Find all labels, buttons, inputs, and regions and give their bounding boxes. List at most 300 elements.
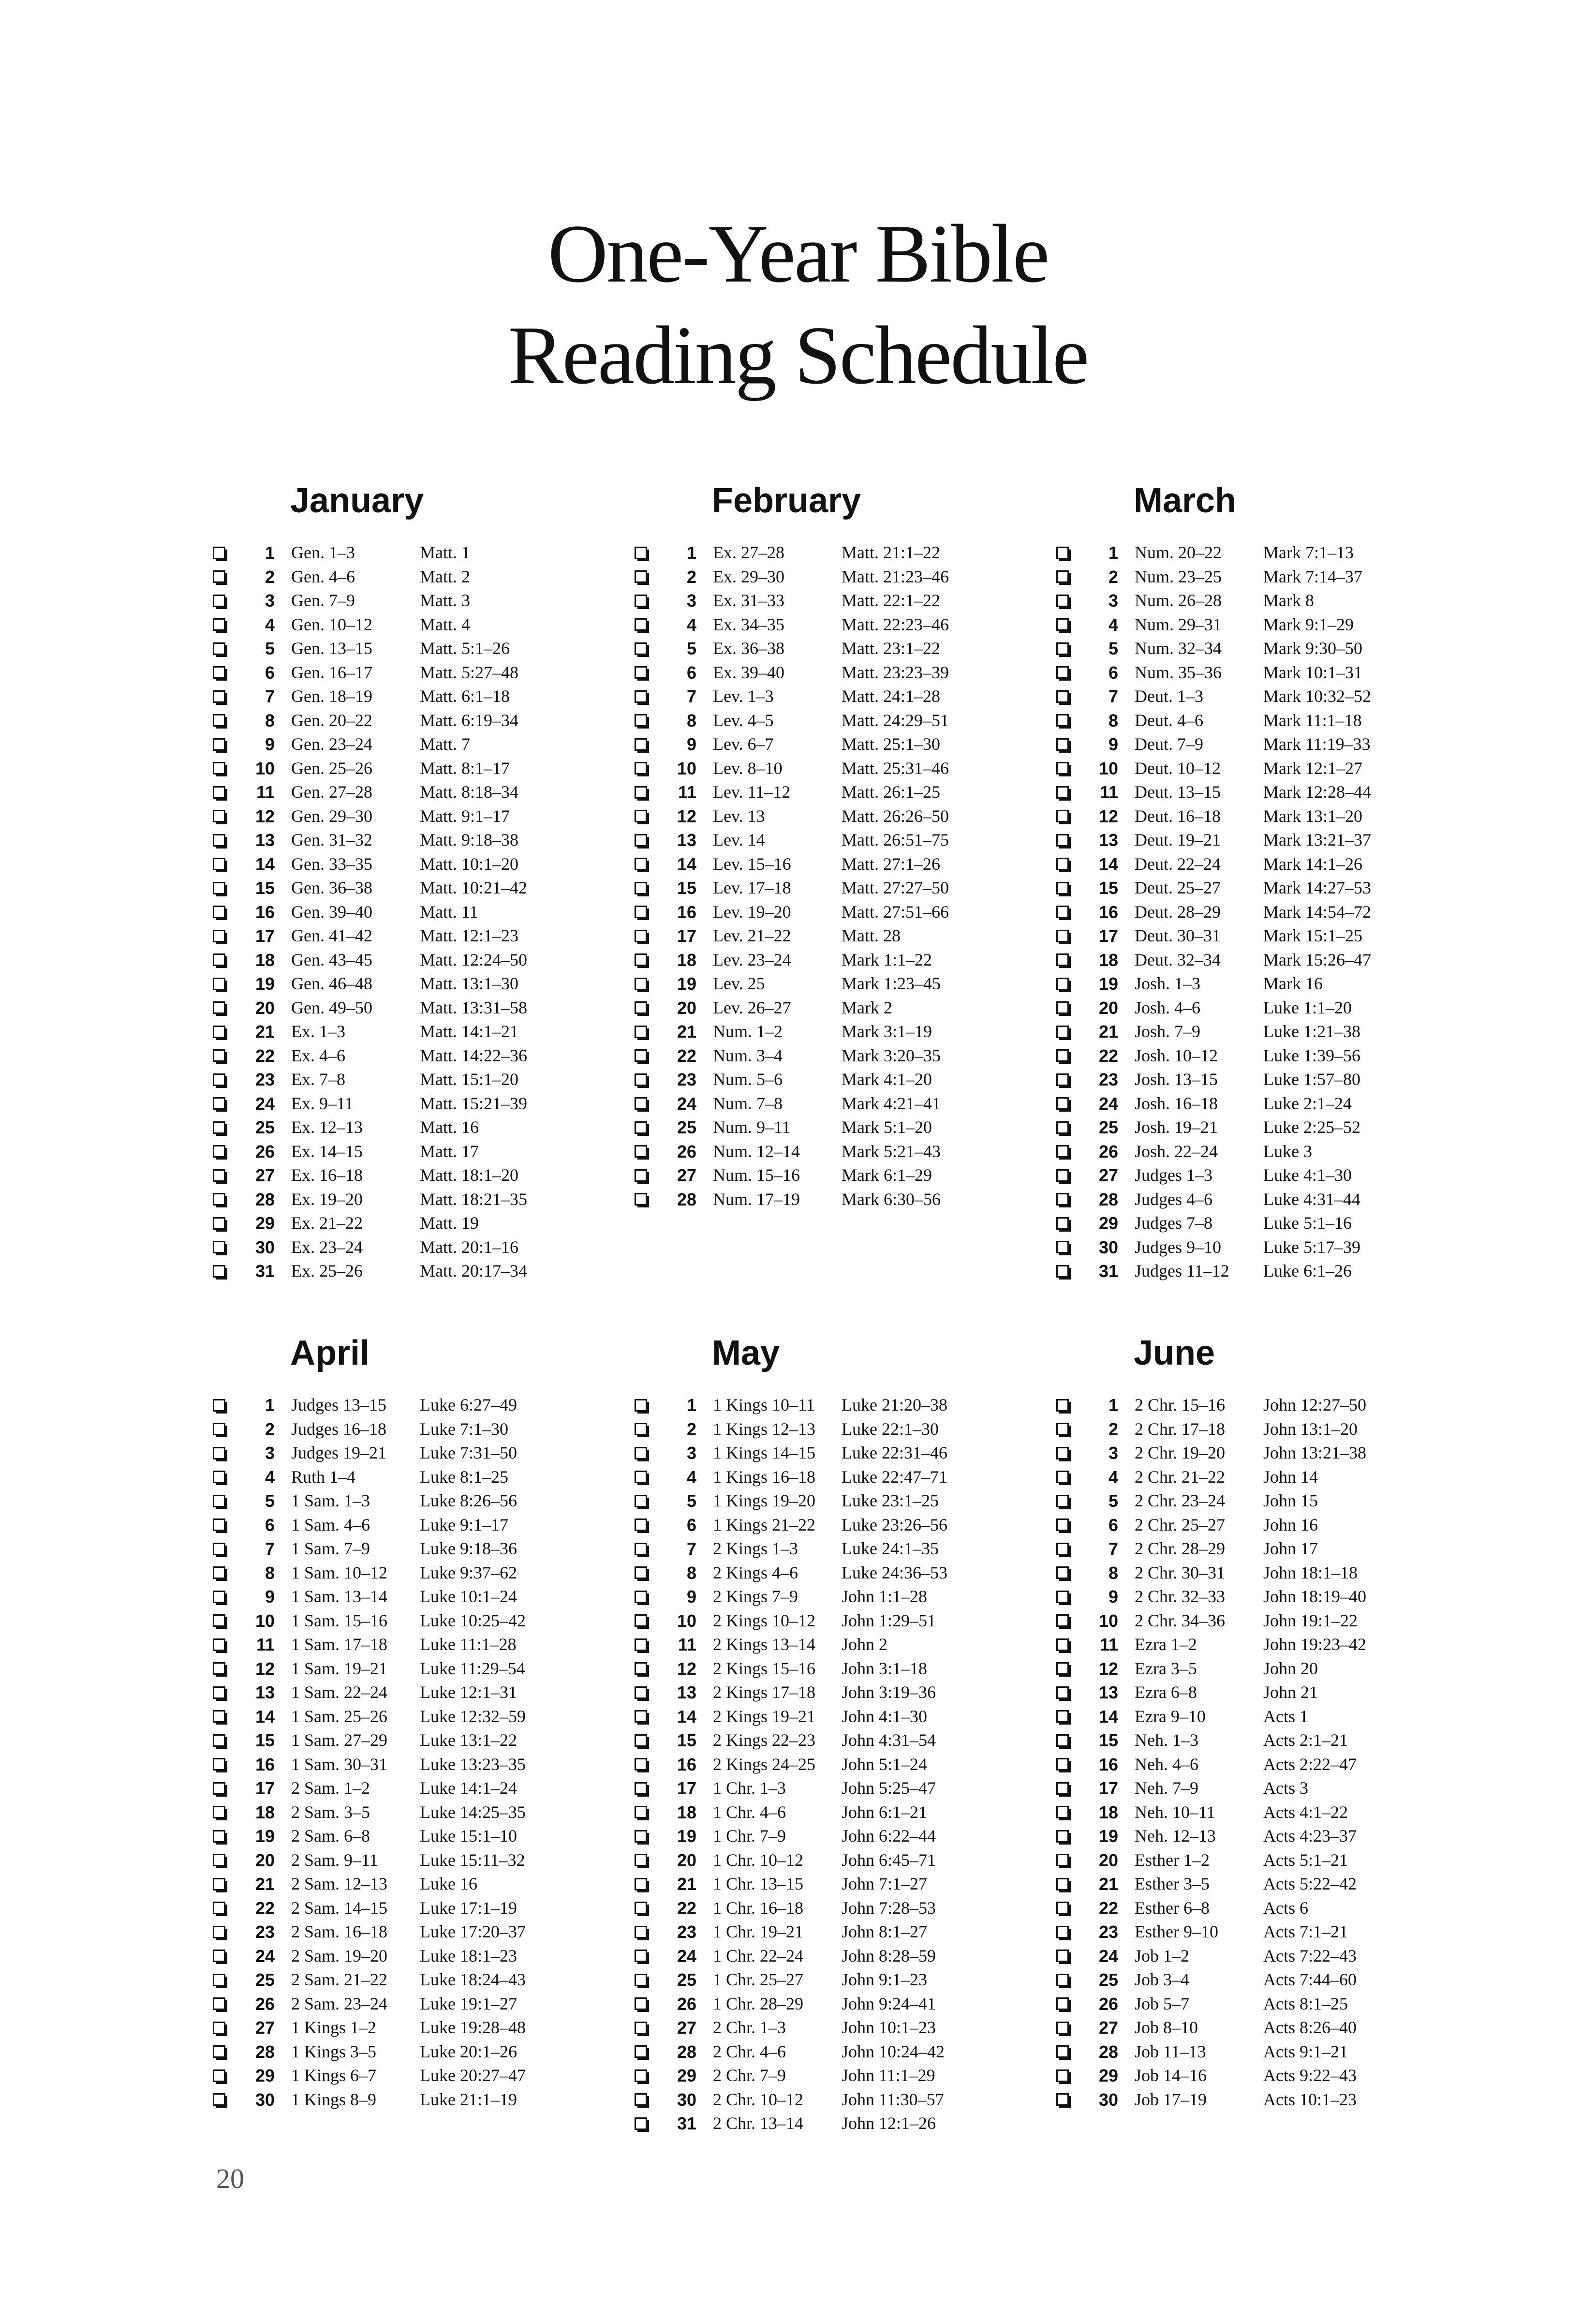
checkbox-icon[interactable] <box>213 1518 225 1531</box>
checkbox-icon[interactable] <box>1056 1026 1069 1038</box>
day-number: 10 <box>677 1610 696 1631</box>
checkbox-icon[interactable] <box>635 1902 647 1914</box>
checkbox-icon[interactable] <box>1056 1217 1069 1230</box>
checkbox-icon[interactable] <box>635 690 647 703</box>
month-march <box>1056 479 1453 1283</box>
day-number: 8 <box>1108 710 1118 730</box>
old-testament-reading: Ex. 4–6 <box>291 1045 345 1065</box>
checkbox-icon[interactable] <box>635 547 647 559</box>
checkbox-icon[interactable] <box>1056 738 1069 751</box>
checkbox-icon[interactable] <box>213 1145 225 1158</box>
checkbox-icon[interactable] <box>1056 1495 1069 1507</box>
day-number: 19 <box>1098 974 1118 994</box>
old-testament-reading: Num. 12–14 <box>713 1141 800 1161</box>
checkbox-icon[interactable] <box>635 1518 647 1531</box>
checkbox-icon[interactable] <box>213 1997 225 2010</box>
old-testament-reading: Lev. 11–12 <box>713 782 791 802</box>
checkbox-icon[interactable] <box>635 1830 647 1843</box>
checkbox-icon[interactable] <box>635 953 647 966</box>
reading-row <box>213 1705 609 1729</box>
old-testament-reading: 1 Sam. 30–31 <box>291 1754 388 1774</box>
checkbox-icon[interactable] <box>635 1169 647 1182</box>
checkbox-icon[interactable] <box>1056 570 1069 583</box>
checkbox-icon[interactable] <box>213 1830 225 1843</box>
old-testament-reading: 1 Kings 16–18 <box>713 1467 816 1487</box>
day-number: 28 <box>1098 2041 1118 2062</box>
reading-row <box>635 1609 1031 1633</box>
checkbox-icon[interactable] <box>1056 595 1069 607</box>
day-number: 13 <box>677 830 696 850</box>
day-number: 11 <box>256 782 275 802</box>
checkbox-icon[interactable] <box>213 1878 225 1890</box>
checkbox-icon[interactable] <box>213 1543 225 1555</box>
checkbox-icon[interactable] <box>635 978 647 990</box>
day-number: 30 <box>1098 2089 1118 2110</box>
reading-row <box>213 1896 609 1920</box>
checkbox-icon[interactable] <box>635 2045 647 2058</box>
checkbox-icon[interactable] <box>635 1121 647 1134</box>
checkbox-icon[interactable] <box>213 547 225 559</box>
checkbox-icon[interactable] <box>213 1241 225 1253</box>
day-number: 27 <box>1098 2018 1118 2038</box>
old-testament-reading: Lev. 13 <box>713 806 765 826</box>
checkbox-icon[interactable] <box>635 1073 647 1086</box>
checkbox-icon[interactable] <box>1056 978 1069 990</box>
day-number: 1 <box>265 543 275 563</box>
checkbox-icon[interactable] <box>213 1265 225 1278</box>
reading-row <box>1056 565 1453 589</box>
new-testament-reading: Luke 9:37–62 <box>420 1563 517 1582</box>
new-testament-reading: Mark 4:21–41 <box>842 1093 941 1113</box>
checkbox-icon[interactable] <box>635 1662 647 1675</box>
checkbox-icon[interactable] <box>1056 1758 1069 1771</box>
reading-row <box>1056 661 1453 685</box>
checkbox-icon[interactable] <box>635 786 647 799</box>
checkbox-icon[interactable] <box>635 1049 647 1062</box>
reading-row <box>1056 637 1453 661</box>
checkbox-icon[interactable] <box>213 1471 225 1483</box>
checkbox-icon[interactable] <box>1056 1193 1069 1206</box>
checkbox-icon[interactable] <box>1056 666 1069 679</box>
checkbox-icon[interactable] <box>213 1001 225 1014</box>
old-testament-reading: 2 Kings 13–14 <box>713 1635 816 1654</box>
checkbox-icon[interactable] <box>1056 930 1069 942</box>
old-testament-reading: 1 Sam. 27–29 <box>291 1730 388 1750</box>
checkbox-icon[interactable] <box>635 570 647 583</box>
new-testament-reading: Luke 12:32–59 <box>420 1706 526 1726</box>
day-number: 3 <box>265 1443 275 1463</box>
new-testament-reading: Mark 14:27–53 <box>1263 878 1371 897</box>
checkbox-icon[interactable] <box>1056 642 1069 655</box>
reading-row <box>1056 1561 1453 1585</box>
checkbox-icon[interactable] <box>1056 1638 1069 1651</box>
checkbox-icon[interactable] <box>635 882 647 894</box>
old-testament-reading: Ex. 21–22 <box>291 1213 363 1233</box>
old-testament-reading: Gen. 33–35 <box>291 854 372 874</box>
checkbox-icon[interactable] <box>1056 1997 1069 2010</box>
checkbox-icon[interactable] <box>1056 1782 1069 1795</box>
checkbox-icon[interactable] <box>213 1566 225 1579</box>
checkbox-icon[interactable] <box>635 1997 647 2010</box>
checkbox-icon[interactable] <box>213 882 225 894</box>
checkbox-icon[interactable] <box>635 1926 647 1938</box>
new-testament-reading: John 1:1–28 <box>842 1587 928 1606</box>
reading-row <box>1056 828 1453 852</box>
new-testament-reading: Mark 5:1–20 <box>842 1117 932 1137</box>
checkbox-icon[interactable] <box>1056 1145 1069 1158</box>
day-number: 14 <box>677 1706 696 1727</box>
checkbox-icon[interactable] <box>1056 906 1069 918</box>
checkbox-icon[interactable] <box>1056 882 1069 894</box>
checkbox-icon[interactable] <box>635 1566 647 1579</box>
checkbox-icon[interactable] <box>213 1049 225 1062</box>
reading-row <box>213 1188 609 1212</box>
checkbox-icon[interactable] <box>635 1686 647 1699</box>
new-testament-reading: Matt. 24:1–28 <box>842 686 940 706</box>
day-number: 8 <box>1108 1563 1118 1583</box>
checkbox-icon[interactable] <box>1056 1854 1069 1866</box>
checkbox-icon[interactable] <box>213 1758 225 1771</box>
old-testament-reading: 1 Sam. 15–16 <box>291 1610 388 1630</box>
checkbox-icon[interactable] <box>213 1950 225 1962</box>
old-testament-reading: Judges 13–15 <box>291 1395 386 1414</box>
new-testament-reading: Matt. 6:1–18 <box>420 686 510 706</box>
checkbox-icon[interactable] <box>1056 1566 1069 1579</box>
checkbox-icon[interactable] <box>1056 1902 1069 1914</box>
new-testament-reading: John 17 <box>1263 1539 1318 1558</box>
reading-row <box>1056 1417 1453 1442</box>
new-testament-reading: John 11:30–57 <box>842 2089 944 2109</box>
new-testament-reading: Matt. 2 <box>420 566 470 586</box>
checkbox-icon[interactable] <box>1056 1265 1069 1278</box>
checkbox-icon[interactable] <box>213 714 225 727</box>
checkbox-icon[interactable] <box>1056 547 1069 559</box>
checkbox-icon[interactable] <box>213 1073 225 1086</box>
day-number: 24 <box>677 1946 696 1966</box>
old-testament-reading: Gen. 43–45 <box>291 950 372 969</box>
checkbox-icon[interactable] <box>635 2069 647 2082</box>
checkbox-icon[interactable] <box>1056 858 1069 870</box>
day-number: 31 <box>1098 1261 1118 1281</box>
day-number: 5 <box>686 1491 696 1511</box>
checkbox-icon[interactable] <box>213 1169 225 1182</box>
checkbox-icon[interactable] <box>213 2022 225 2034</box>
checkbox-icon[interactable] <box>213 1121 225 1134</box>
checkbox-icon[interactable] <box>635 810 647 822</box>
old-testament-reading: Deut. 30–31 <box>1135 926 1221 945</box>
checkbox-icon[interactable] <box>1056 1662 1069 1675</box>
checkbox-icon[interactable] <box>213 1193 225 1206</box>
old-testament-reading: Esther 1–2 <box>1135 1850 1210 1870</box>
new-testament-reading: Luke 21:1–19 <box>420 2089 517 2109</box>
reading-row <box>635 685 1031 709</box>
day-number: 27 <box>1098 1165 1118 1185</box>
old-testament-reading: Lev. 8–10 <box>713 758 783 778</box>
checkbox-icon[interactable] <box>213 906 225 918</box>
checkbox-icon[interactable] <box>635 1193 647 1206</box>
checkbox-icon[interactable] <box>1056 1830 1069 1843</box>
checkbox-icon[interactable] <box>635 1399 647 1412</box>
checkbox-icon[interactable] <box>635 1974 647 1986</box>
new-testament-reading: Mark 9:30–50 <box>1263 639 1362 658</box>
old-testament-reading: 1 Kings 10–11 <box>713 1395 815 1414</box>
checkbox-icon[interactable] <box>213 978 225 990</box>
day-number: 16 <box>1098 1754 1118 1774</box>
checkbox-icon[interactable] <box>635 1854 647 1866</box>
checkbox-icon[interactable] <box>1056 1686 1069 1699</box>
checkbox-icon[interactable] <box>213 642 225 655</box>
new-testament-reading: Luke 10:25–42 <box>420 1610 526 1630</box>
checkbox-icon[interactable] <box>635 1591 647 1603</box>
checkbox-icon[interactable] <box>213 690 225 703</box>
checkbox-icon[interactable] <box>635 1782 647 1795</box>
day-number: 6 <box>1108 662 1118 683</box>
checkbox-icon[interactable] <box>1056 1423 1069 1435</box>
checkbox-icon[interactable] <box>1056 1447 1069 1459</box>
checkbox-icon[interactable] <box>1056 786 1069 799</box>
checkbox-icon[interactable] <box>213 1217 225 1230</box>
checkbox-icon[interactable] <box>1056 1614 1069 1627</box>
checkbox-icon[interactable] <box>213 810 225 822</box>
old-testament-reading: Num. 20–22 <box>1135 543 1222 562</box>
checkbox-icon[interactable] <box>1056 1591 1069 1603</box>
day-number: 30 <box>677 2089 696 2110</box>
checkbox-icon[interactable] <box>1056 1710 1069 1723</box>
checkbox-icon[interactable] <box>635 1495 647 1507</box>
checkbox-icon[interactable] <box>213 618 225 631</box>
new-testament-reading: Mark 4:1–20 <box>842 1070 932 1089</box>
checkbox-icon[interactable] <box>1056 1518 1069 1531</box>
old-testament-reading: 1 Chr. 22–24 <box>713 1946 804 1965</box>
checkbox-icon[interactable] <box>635 1710 647 1723</box>
checkbox-icon[interactable] <box>635 1878 647 1890</box>
checkbox-icon[interactable] <box>1056 1734 1069 1747</box>
day-number: 25 <box>677 1970 696 1990</box>
reading-row <box>213 637 609 661</box>
checkbox-icon[interactable] <box>213 1686 225 1699</box>
new-testament-reading: Matt. 16 <box>420 1117 479 1137</box>
checkbox-icon[interactable] <box>213 1782 225 1795</box>
checkbox-icon[interactable] <box>213 666 225 679</box>
day-number: 14 <box>1098 1706 1118 1727</box>
checkbox-icon[interactable] <box>1056 953 1069 966</box>
checkbox-icon[interactable] <box>635 2117 647 2130</box>
reading-row <box>635 1116 1031 1140</box>
checkbox-icon[interactable] <box>635 1806 647 1818</box>
checkbox-icon[interactable] <box>635 1950 647 1962</box>
old-testament-reading: 1 Sam. 13–14 <box>291 1587 388 1606</box>
old-testament-reading: Lev. 1–3 <box>713 686 774 706</box>
checkbox-icon[interactable] <box>213 1447 225 1459</box>
checkbox-icon[interactable] <box>213 1902 225 1914</box>
reading-row <box>635 1848 1031 1873</box>
checkbox-icon[interactable] <box>635 1001 647 1014</box>
checkbox-icon[interactable] <box>213 1614 225 1627</box>
old-testament-reading: Josh. 22–24 <box>1135 1141 1218 1161</box>
checkbox-icon[interactable] <box>1056 714 1069 727</box>
day-number: 15 <box>1098 878 1118 898</box>
checkbox-icon[interactable] <box>635 1097 647 1110</box>
checkbox-icon[interactable] <box>635 1026 647 1038</box>
checkbox-icon[interactable] <box>213 595 225 607</box>
old-testament-reading: 2 Kings 7–9 <box>713 1587 798 1606</box>
checkbox-icon[interactable] <box>635 1734 647 1747</box>
new-testament-reading: Luke 24:36–53 <box>842 1563 947 1582</box>
checkbox-icon[interactable] <box>635 1638 647 1651</box>
checkbox-icon[interactable] <box>213 2093 225 2106</box>
checkbox-icon[interactable] <box>213 1495 225 1507</box>
checkbox-icon[interactable] <box>635 642 647 655</box>
day-number: 12 <box>255 1658 275 1679</box>
reading-row <box>1056 1441 1453 1465</box>
old-testament-reading: Ruth 1–4 <box>291 1467 356 1487</box>
reading-row <box>1056 1044 1453 1068</box>
checkbox-icon[interactable] <box>213 834 225 847</box>
checkbox-icon[interactable] <box>1056 1974 1069 1986</box>
day-number: 11 <box>678 782 696 802</box>
checkbox-icon[interactable] <box>213 1097 225 1110</box>
old-testament-reading: 2 Kings 19–21 <box>713 1706 816 1726</box>
checkbox-icon[interactable] <box>213 858 225 870</box>
new-testament-reading: Matt. 21:1–22 <box>842 543 940 562</box>
month-february <box>635 479 1031 1211</box>
month-january <box>213 479 609 1283</box>
checkbox-icon[interactable] <box>635 930 647 942</box>
checkbox-icon[interactable] <box>635 2022 647 2034</box>
checkbox-icon[interactable] <box>1056 1241 1069 1253</box>
new-testament-reading: John 18:1–18 <box>1263 1563 1358 1582</box>
reading-row <box>635 1417 1031 1442</box>
checkbox-icon[interactable] <box>1056 1399 1069 1412</box>
old-testament-reading: Gen. 13–15 <box>291 639 372 658</box>
reading-row <box>213 1920 609 1944</box>
new-testament-reading: Acts 2:22–47 <box>1263 1754 1357 1774</box>
checkbox-icon[interactable] <box>1056 2093 1069 2106</box>
old-testament-reading: Gen. 1–3 <box>291 543 355 562</box>
day-number: 5 <box>686 639 696 658</box>
checkbox-icon[interactable] <box>635 738 647 751</box>
checkbox-icon[interactable] <box>1056 1878 1069 1890</box>
new-testament-reading: Luke 15:1–10 <box>420 1826 517 1846</box>
reading-row <box>213 2040 609 2064</box>
checkbox-icon[interactable] <box>213 1974 225 1986</box>
old-testament-reading: Num. 29–31 <box>1135 614 1222 634</box>
checkbox-icon[interactable] <box>213 1423 225 1435</box>
checkbox-icon[interactable] <box>1056 762 1069 774</box>
checkbox-icon[interactable] <box>213 1854 225 1866</box>
checkbox-icon[interactable] <box>1056 1001 1069 1014</box>
page-number: 20 <box>216 2163 244 2194</box>
checkbox-icon[interactable] <box>213 738 225 751</box>
checkbox-icon[interactable] <box>635 1423 647 1435</box>
checkbox-icon[interactable] <box>1056 2045 1069 2058</box>
new-testament-reading: Matt. 25:31–46 <box>842 758 949 778</box>
checkbox-icon[interactable] <box>1056 1073 1069 1086</box>
checkbox-icon[interactable] <box>635 1543 647 1555</box>
day-number: 27 <box>255 2018 275 2038</box>
old-testament-reading: Ex. 36–38 <box>713 639 784 658</box>
old-testament-reading: Job 17–19 <box>1135 2089 1207 2109</box>
checkbox-icon[interactable] <box>1056 1926 1069 1938</box>
checkbox-icon[interactable] <box>213 2045 225 2058</box>
checkbox-icon[interactable] <box>213 1926 225 1938</box>
checkbox-icon[interactable] <box>213 1591 225 1603</box>
day-number: 20 <box>677 997 696 1018</box>
checkbox-icon[interactable] <box>1056 1121 1069 1134</box>
checkbox-icon[interactable] <box>213 1806 225 1818</box>
day-number: 30 <box>1098 1237 1118 1257</box>
checkbox-icon[interactable] <box>1056 1543 1069 1555</box>
checkbox-icon[interactable] <box>1056 690 1069 703</box>
checkbox-icon[interactable] <box>635 618 647 631</box>
day-number: 12 <box>677 1658 696 1679</box>
checkbox-icon[interactable] <box>635 1447 647 1459</box>
checkbox-icon[interactable] <box>1056 1169 1069 1182</box>
checkbox-icon[interactable] <box>635 834 647 847</box>
new-testament-reading: John 3:1–18 <box>842 1658 928 1678</box>
reading-row <box>213 661 609 685</box>
reading-row <box>635 757 1031 781</box>
checkbox-icon[interactable] <box>635 1471 647 1483</box>
checkbox-icon[interactable] <box>635 762 647 774</box>
checkbox-icon[interactable] <box>1056 834 1069 847</box>
checkbox-icon[interactable] <box>213 1710 225 1723</box>
checkbox-icon[interactable] <box>1056 2022 1069 2034</box>
checkbox-icon[interactable] <box>1056 810 1069 822</box>
checkbox-icon[interactable] <box>213 570 225 583</box>
checkbox-icon[interactable] <box>635 595 647 607</box>
checkbox-icon[interactable] <box>635 1758 647 1771</box>
checkbox-icon[interactable] <box>635 714 647 727</box>
new-testament-reading: Acts 8:1–25 <box>1263 1994 1348 2013</box>
new-testament-reading: Luke 9:18–36 <box>420 1539 517 1558</box>
day-number: 13 <box>1098 1682 1118 1702</box>
checkbox-icon[interactable] <box>213 1638 225 1651</box>
checkbox-icon[interactable] <box>1056 618 1069 631</box>
reading-row <box>1056 1728 1453 1753</box>
day-number: 30 <box>255 2089 275 2110</box>
old-testament-reading: Lev. 14 <box>713 830 765 849</box>
checkbox-icon[interactable] <box>635 1614 647 1627</box>
reading-row <box>635 1896 1031 1920</box>
checkbox-icon[interactable] <box>213 762 225 774</box>
checkbox-icon[interactable] <box>213 930 225 942</box>
checkbox-icon[interactable] <box>213 786 225 799</box>
month-april <box>213 1331 609 2112</box>
checkbox-icon[interactable] <box>213 1399 225 1412</box>
checkbox-icon[interactable] <box>213 1026 225 1038</box>
old-testament-reading: Lev. 6–7 <box>713 734 774 754</box>
checkbox-icon[interactable] <box>213 953 225 966</box>
checkbox-icon[interactable] <box>213 1734 225 1747</box>
checkbox-icon[interactable] <box>635 1145 647 1158</box>
day-number: 24 <box>677 1093 696 1114</box>
old-testament-reading: 2 Chr. 30–31 <box>1135 1563 1226 1582</box>
checkbox-icon[interactable] <box>1056 1471 1069 1483</box>
checkbox-icon[interactable] <box>635 906 647 918</box>
new-testament-reading: Matt. 5:27–48 <box>420 662 518 682</box>
checkbox-icon[interactable] <box>1056 1806 1069 1818</box>
checkbox-icon[interactable] <box>1056 1097 1069 1110</box>
checkbox-icon[interactable] <box>213 2069 225 2082</box>
checkbox-icon[interactable] <box>1056 1049 1069 1062</box>
checkbox-icon[interactable] <box>635 666 647 679</box>
checkbox-icon[interactable] <box>1056 2069 1069 2082</box>
checkbox-icon[interactable] <box>635 858 647 870</box>
checkbox-icon[interactable] <box>635 2093 647 2106</box>
checkbox-icon[interactable] <box>213 1662 225 1675</box>
checkbox-icon[interactable] <box>1056 1950 1069 1962</box>
